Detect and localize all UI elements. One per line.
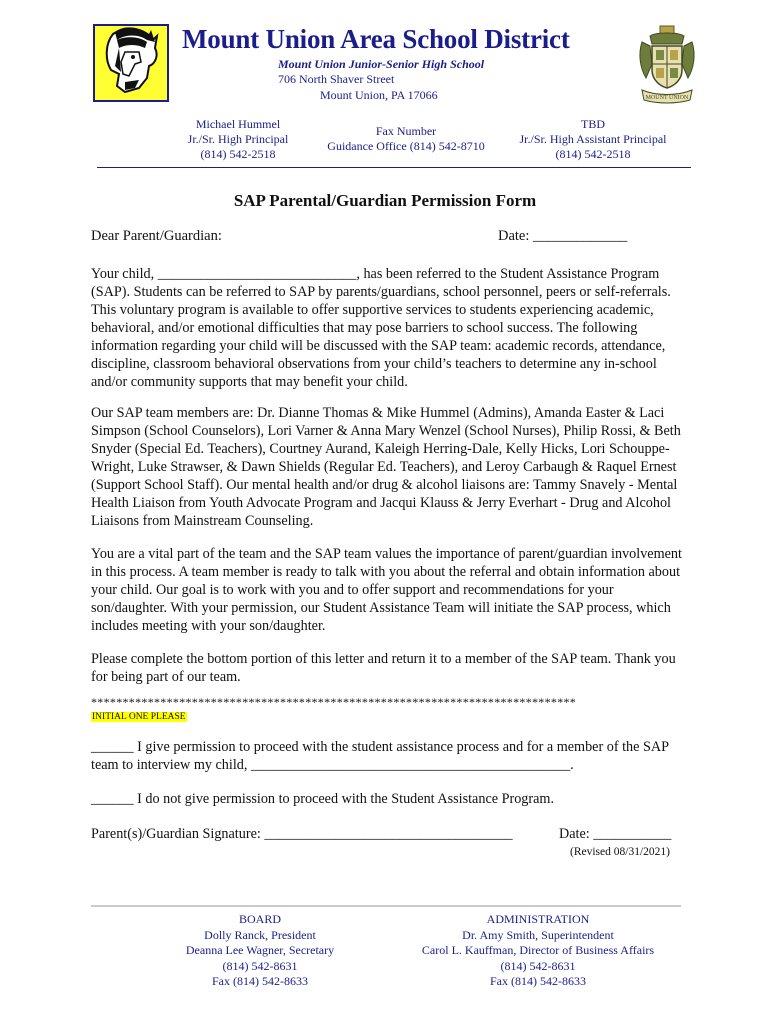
- board-phone: (814) 542-8631: [222, 958, 298, 973]
- signature-field[interactable]: Parent(s)/Guardian Signature: ___________________________________: [91, 826, 513, 842]
- revision-date: (Revised 08/31/2021): [570, 846, 670, 858]
- address-city: Mount Union, PA 17066: [320, 88, 438, 102]
- board-heading: BOARD: [238, 912, 281, 926]
- assistant-principal-name: TBD: [581, 117, 605, 131]
- school-name: Mount Union Junior-Senior High School: [278, 57, 485, 71]
- administration-fax: Fax (814) 542-8633: [490, 974, 586, 988]
- fax-contact: [318, 124, 494, 154]
- superintendent: Dr. Amy Smith, Superintendent: [462, 927, 614, 942]
- crest-icon: [636, 24, 698, 106]
- administration-heading: ADMINISTRATION: [486, 912, 590, 926]
- header-divider: [97, 167, 691, 168]
- address-street: 706 North Shaver Street: [278, 72, 395, 86]
- referral-paragraph: Your child, ____________________________, has been referred to the Student Assistance Program (SAP). Students can be referred to SAP by parents/guardians, school personnel, peers or self-referrals. This voluntary program is available to offer supportive services to students experiencing academic, behavioral, and/or emotional difficulties that may pose barriers to school success. The following information regarding your child will be discussed with the SAP team: academic records, attendance, discipline, classroom behavioral observations from your child’s teachers to determine any in-school and/or community supports that may benefit your child.: [91, 266, 671, 390]
- trojan-logo: [93, 24, 169, 102]
- form-title: SAP Parental/Guardian Permission Form: [233, 191, 537, 210]
- principal-phone: (814) 542-2518: [200, 147, 276, 161]
- footer-divider: [91, 905, 681, 907]
- salutation: Dear Parent/Guardian:: [91, 228, 222, 244]
- board-secretary: Deanna Lee Wagner, Secretary: [185, 943, 335, 957]
- separator-line: *****************************************************************************: [91, 695, 577, 709]
- initial-note: INITIAL ONE PLEASE: [92, 712, 186, 722]
- board-info: [160, 912, 360, 990]
- administration-info: [388, 912, 688, 990]
- assistant-principal-role: Jr./Sr. High Assistant Principal: [519, 132, 667, 146]
- trojan-head-icon: [95, 26, 167, 100]
- instructions-paragraph: Please complete the bottom portion of this letter and return it to a member of the SAP team. Thank you for being part of our team.: [91, 651, 676, 685]
- principal-role: Jr./Sr. High Principal: [187, 132, 289, 146]
- assistant-principal-contact: [508, 117, 678, 162]
- signature-date-field[interactable]: Date: ___________: [559, 826, 672, 842]
- fax-label: Fax Number: [375, 124, 437, 138]
- date-field[interactable]: Date: _____________: [498, 228, 628, 244]
- team-members-paragraph: Our SAP team members are: Dr. Dianne Thomas & Mike Hummel (Admins), Amanda Easter & Laci Simpson (School Counselors), Lori Varner & Anna Mary Wenzel (School Nurses), Philip Rossi, & Beth Snyder (Special Ed. Teachers), Courtney Aurand, Kaleigh Herring-Dale, Kelly Hicks, Lori Schouppe-Wright, Luke Strawser, & Dawn Shields (Regular Ed. Teachers), and Leroy Carbaugh & Raquel Ernest (Support School Staff). Our mental health and/or drug & alcohol liaisons are: Tammy Snavely - Mental Health Liaison from Youth Advocate Program and Jacqui Klauss & Jerry Everhart - Drug and Alcohol Liaisons from Mainstream Counseling.: [91, 405, 681, 529]
- principal-contact: [168, 117, 308, 162]
- district-title: Mount Union Area School District: [182, 24, 570, 54]
- board-fax: Fax (814) 542-8633: [212, 974, 308, 988]
- permission-no-option[interactable]: ______ I do not give permission to proceed with the Student Assistance Program.: [91, 791, 554, 807]
- involvement-paragraph: You are a vital part of the team and the SAP team values the importance of parent/guardian involvement in this process. A team member is ready to talk with you about the referral and obtain information about your child. Our goal is to work with you and to offer support and recommendations for your son/daughter. With your permission, our Student Assistance Team will initiate the SAP process, which includes meeting with your son/daughter.: [91, 546, 682, 634]
- district-crest: [636, 24, 698, 106]
- permission-yes-option[interactable]: ______ I give permission to proceed with the student assistance process and for a member of the SAP team to interview my child, _____________________________________________.: [91, 739, 669, 773]
- assistant-principal-phone: (814) 542-2518: [555, 147, 631, 161]
- principal-name: Michael Hummel: [195, 117, 281, 131]
- crest-banner-text: MOUNT UNION: [645, 95, 689, 101]
- fax-value: Guidance Office (814) 542-8710: [327, 139, 485, 153]
- board-president: Dolly Ranck, President: [204, 927, 316, 942]
- business-director: Carol L. Kauffman, Director of Business Affairs: [421, 943, 655, 957]
- administration-phone: (814) 542-8631: [500, 958, 576, 973]
